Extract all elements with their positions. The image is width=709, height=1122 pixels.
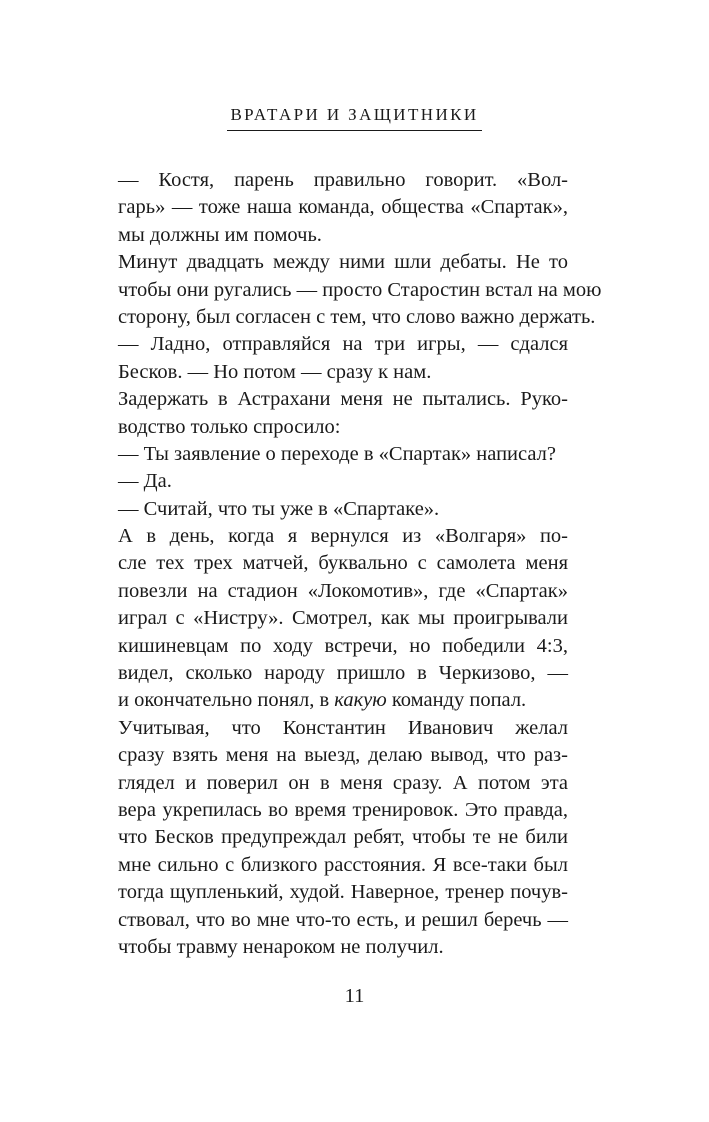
text-line: [118, 222, 568, 249]
text-line: [118, 934, 568, 961]
text-segment: — Костя, парень правильно говорит. «Вол-: [118, 169, 568, 191]
text-segment: чтобы они ругались — просто Старостин встал на мою: [118, 278, 602, 301]
text-line: [118, 824, 568, 851]
text-line: [118, 359, 568, 386]
text-line: [118, 797, 568, 824]
text-segment: тогда щупленький, худой. Наверное, тренер почув-: [118, 881, 568, 904]
text-segment: водство только спросило:: [118, 415, 341, 438]
running-head: [0, 104, 709, 131]
text-line: [118, 879, 568, 906]
text-line: [118, 523, 568, 550]
text-segment: видел, сколько народу пришло в Черкизово, —: [118, 662, 568, 685]
text-segment: ствовал, что во мне что-то есть, и решил беречь —: [118, 908, 568, 931]
text-line: [118, 468, 568, 495]
text-line: [118, 304, 596, 331]
text-line: [118, 907, 568, 934]
text-segment: команду попал.: [386, 689, 527, 712]
text-segment: играл с «Нистру». Смотрел, как мы проигрывали: [118, 607, 568, 630]
text-segment: — Да.: [118, 470, 172, 493]
text-line: [118, 167, 568, 194]
text-segment: кишиневцам по ходу встречи, но победили 4:3,: [118, 634, 568, 657]
text-line: [118, 414, 568, 441]
page-number: 11: [344, 985, 365, 1007]
text-segment: А в день, когда я вернулся из «Волгаря» по-: [118, 525, 568, 548]
text-line: [118, 742, 568, 769]
emphasized-word: какую: [334, 689, 387, 712]
text-segment: чтобы травму ненароком не получил.: [118, 935, 444, 958]
text-line: [118, 249, 568, 276]
text-line: [118, 605, 568, 632]
text-line: [118, 852, 568, 879]
text-segment: что Бесков предупреждал ребят, чтобы те не били: [118, 826, 568, 849]
text-segment: вера укрепилась во время тренировок. Это правда,: [118, 798, 568, 821]
text-line: [118, 277, 602, 304]
text-line: [118, 550, 568, 577]
running-head-title: ВРАТАРИ И ЗАЩИТНИКИ: [227, 104, 481, 131]
text-segment: Учитывая, что Константин Иванович желал: [118, 716, 568, 739]
text-segment: сле тех трех матчей, буквально с самолета меня: [118, 552, 568, 575]
text-segment: мы должны им помочь.: [118, 223, 322, 246]
text-segment: — Считай, что ты уже в «Спартаке».: [118, 497, 440, 520]
text-line: [118, 194, 568, 221]
text-line: [118, 660, 568, 687]
text-line: [118, 770, 568, 797]
text-line: [118, 441, 568, 468]
text-line: [118, 578, 568, 605]
text-segment: Задержать в Астрахани меня не пытались. Руко-: [118, 388, 568, 411]
text-segment: — Ты заявление о переходе в «Спартак» написал?: [118, 442, 556, 465]
text-segment: гарь» — тоже наша команда, общества «Спартак»,: [118, 196, 568, 219]
text-segment: и окончательно понял, в: [118, 689, 335, 712]
text-line: [118, 687, 568, 714]
text-line: [118, 386, 568, 413]
text-segment: сразу взять меня на выезд, делаю вывод, что раз-: [118, 744, 568, 767]
text-line: [118, 331, 568, 358]
text-segment: Бесков. — Но потом — сразу к нам.: [118, 360, 432, 383]
text-line: [118, 715, 568, 742]
text-line: [118, 633, 568, 660]
text-segment: Минут двадцать между ними шли дебаты. Не то: [118, 251, 568, 274]
text-segment: сторону, был согласен с тем, что слово важно держать.: [118, 305, 596, 328]
body-text: [118, 167, 602, 961]
text-segment: глядел и поверил он в меня сразу. А потом эта: [118, 771, 568, 794]
text-segment: — Ладно, отправляйся на три игры, — сдался: [118, 333, 568, 356]
text-segment: повезли на стадион «Локомотив», где «Спартак»: [118, 579, 568, 602]
text-segment: мне сильно с близкого расстояния. Я все-таки был: [118, 853, 568, 876]
text-line: [118, 496, 568, 523]
